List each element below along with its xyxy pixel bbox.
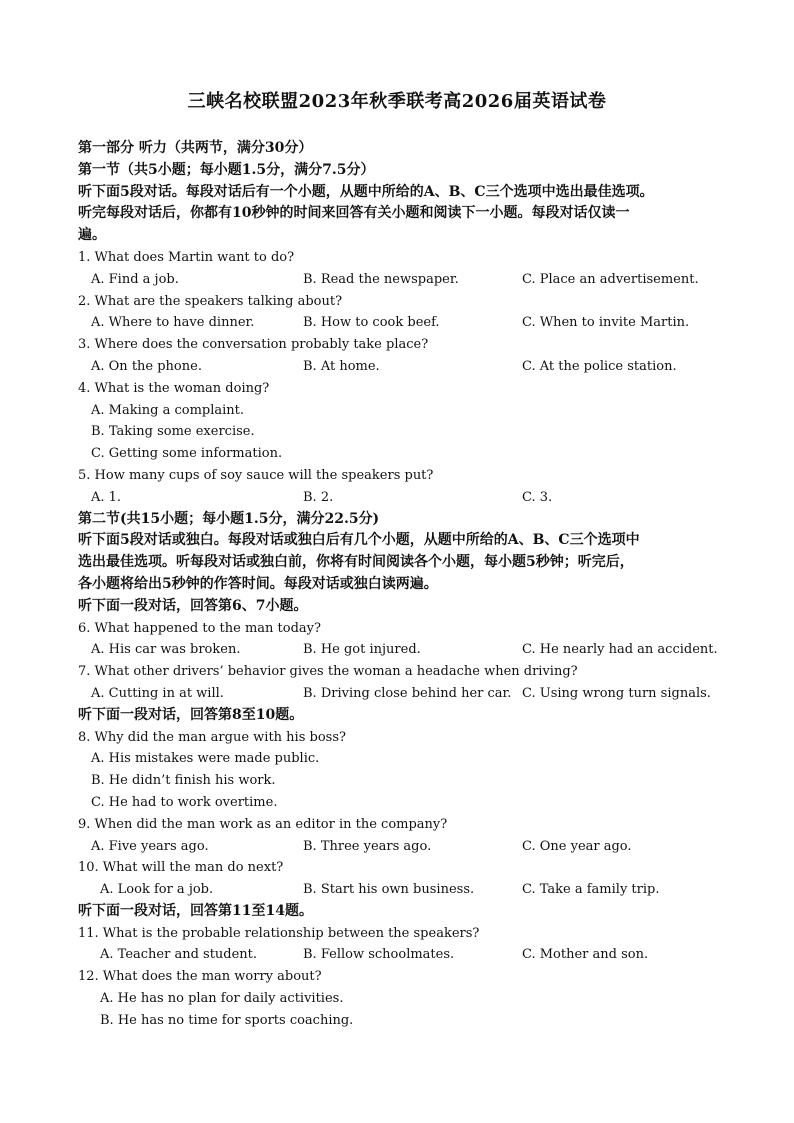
section2-heading: 第二节(共15小题；每小题1.5分，满分22.5分): [78, 510, 380, 527]
question-2-options: [78, 312, 728, 334]
question-3-stem: 3. Where does the conversation probably take place?: [78, 337, 429, 353]
group-heading-11-14: 听下面一段对话，回答第11至14题。: [78, 902, 313, 919]
part1-heading: 第一部分 听力（共两节，满分30分）: [78, 140, 313, 156]
q1-option-a: A. Find a job.: [91, 271, 179, 287]
q4-option-c: C. Getting some information.: [91, 446, 283, 462]
section1-instruction-2: 听完每段对话后，你都有10秒钟的时间来回答有关小题和阅读下一小题。每段对话仅读一: [78, 205, 630, 222]
q3-option-b: B. At home.: [303, 358, 380, 374]
group-heading-8-10: 听下面一段对话，回答第8至10题。: [78, 706, 304, 723]
section1-instruction-1: 听下面5段对话。每段对话后有一个小题，从题中所给的A、B、C三个选项中选出最佳选项。: [78, 183, 654, 200]
q6-option-c: C. He nearly had an accident.: [522, 642, 718, 658]
question-7-options: [78, 683, 728, 705]
section1-heading: 第一节（共5小题；每小题1.5分，满分7.5分）: [78, 161, 375, 178]
question-11-options: [78, 944, 728, 966]
question-11-stem: 11. What is the probable relationship between the speakers?: [78, 925, 480, 941]
question-6-stem: 6. What happened to the man today?: [78, 620, 321, 636]
q5-option-a: A. 1.: [91, 489, 122, 505]
question-7-stem: 7. What other drivers’ behavior gives the woman a headache when driving?: [78, 664, 578, 680]
section2-instruction-1: 听下面5段对话或独白。每段对话或独白后有几个小题，从题中所给的A、B、C三个选项中: [78, 532, 640, 549]
q9-option-c: C. One year ago.: [522, 838, 632, 854]
question-3-options: [78, 356, 728, 378]
question-8-stem: 8. Why did the man argue with his boss?: [78, 729, 346, 745]
question-5-options: [78, 487, 728, 509]
q11-option-b: B. Fellow schoolmates.: [303, 947, 455, 963]
q5-option-c: C. 3.: [522, 489, 553, 505]
q12-option-a: A. He has no plan for daily activities.: [100, 991, 344, 1007]
exam-content: [78, 138, 728, 1032]
section2-instruction-3: 各小题将给出5秒钟的作答时间。每段对话或独白读两遍。: [78, 575, 438, 592]
q1-option-c: C. Place an advertisement.: [522, 271, 699, 287]
q3-option-c: C. At the police station.: [522, 358, 677, 374]
question-9-stem: 9. When did the man work as an editor in the company?: [78, 816, 448, 832]
question-6-options: [78, 639, 728, 661]
question-9-options: [78, 836, 728, 858]
q8-option-c: C. He had to work overtime.: [91, 794, 278, 810]
question-2-stem: 2. What are the speakers talking about?: [78, 293, 343, 309]
question-1-stem: 1. What does Martin want to do?: [78, 249, 295, 265]
q7-option-c: C. Using wrong turn signals.: [522, 685, 711, 701]
question-10-options: [78, 879, 728, 901]
q3-option-a: A. On the phone.: [91, 358, 202, 374]
q8-option-a: A. His mistakes were made public.: [91, 751, 320, 767]
q10-option-c: C. Take a family trip.: [522, 882, 660, 898]
question-1-options: [78, 269, 728, 291]
q10-option-b: B. Start his own business.: [303, 882, 475, 898]
q2-option-c: C. When to invite Martin.: [522, 315, 690, 331]
q12-option-b: B. He has no time for sports coaching.: [100, 1012, 354, 1028]
q6-option-b: B. He got injured.: [303, 642, 421, 658]
section2-instruction-2: 选出最佳选项。听每段对话或独白前，你将有时间阅读各个小题，每小题5秒钟；听完后，: [78, 554, 634, 571]
question-12-stem: 12. What does the man worry about?: [78, 969, 322, 985]
question-4-stem: 4. What is the woman doing?: [78, 380, 270, 396]
q10-option-a: A. Look for a job.: [100, 882, 214, 898]
question-5-stem: 5. How many cups of soy sauce will the speakers put?: [78, 467, 434, 483]
question-10-stem: 10. What will the man do next?: [78, 860, 284, 876]
q9-option-a: A. Five years ago.: [91, 838, 209, 854]
q4-option-a: A. Making a complaint.: [91, 402, 245, 418]
exam-title: 三峡名校联盟2023年秋季联考高2026届英语试卷: [187, 91, 607, 112]
q5-option-b: B. 2.: [303, 489, 334, 505]
q11-option-c: C. Mother and son.: [522, 947, 649, 963]
q7-option-b: B. Driving close behind her car.: [303, 685, 512, 701]
q11-option-a: A. Teacher and student.: [100, 947, 258, 963]
q8-option-b: B. He didn’t finish his work.: [91, 773, 276, 789]
q7-option-a: A. Cutting in at will.: [91, 685, 224, 701]
q2-option-b: B. How to cook beef.: [303, 315, 440, 331]
q1-option-b: B. Read the newspaper.: [303, 271, 459, 287]
q9-option-b: B. Three years ago.: [303, 838, 432, 854]
q4-option-b: B. Taking some exercise.: [91, 424, 255, 440]
group-heading-6-7: 听下面一段对话，回答第6、7小题。: [78, 597, 308, 614]
q6-option-a: A. His car was broken.: [91, 642, 241, 658]
section1-instruction-3: 遍。: [78, 227, 106, 244]
q2-option-a: A. Where to have dinner.: [91, 315, 255, 331]
